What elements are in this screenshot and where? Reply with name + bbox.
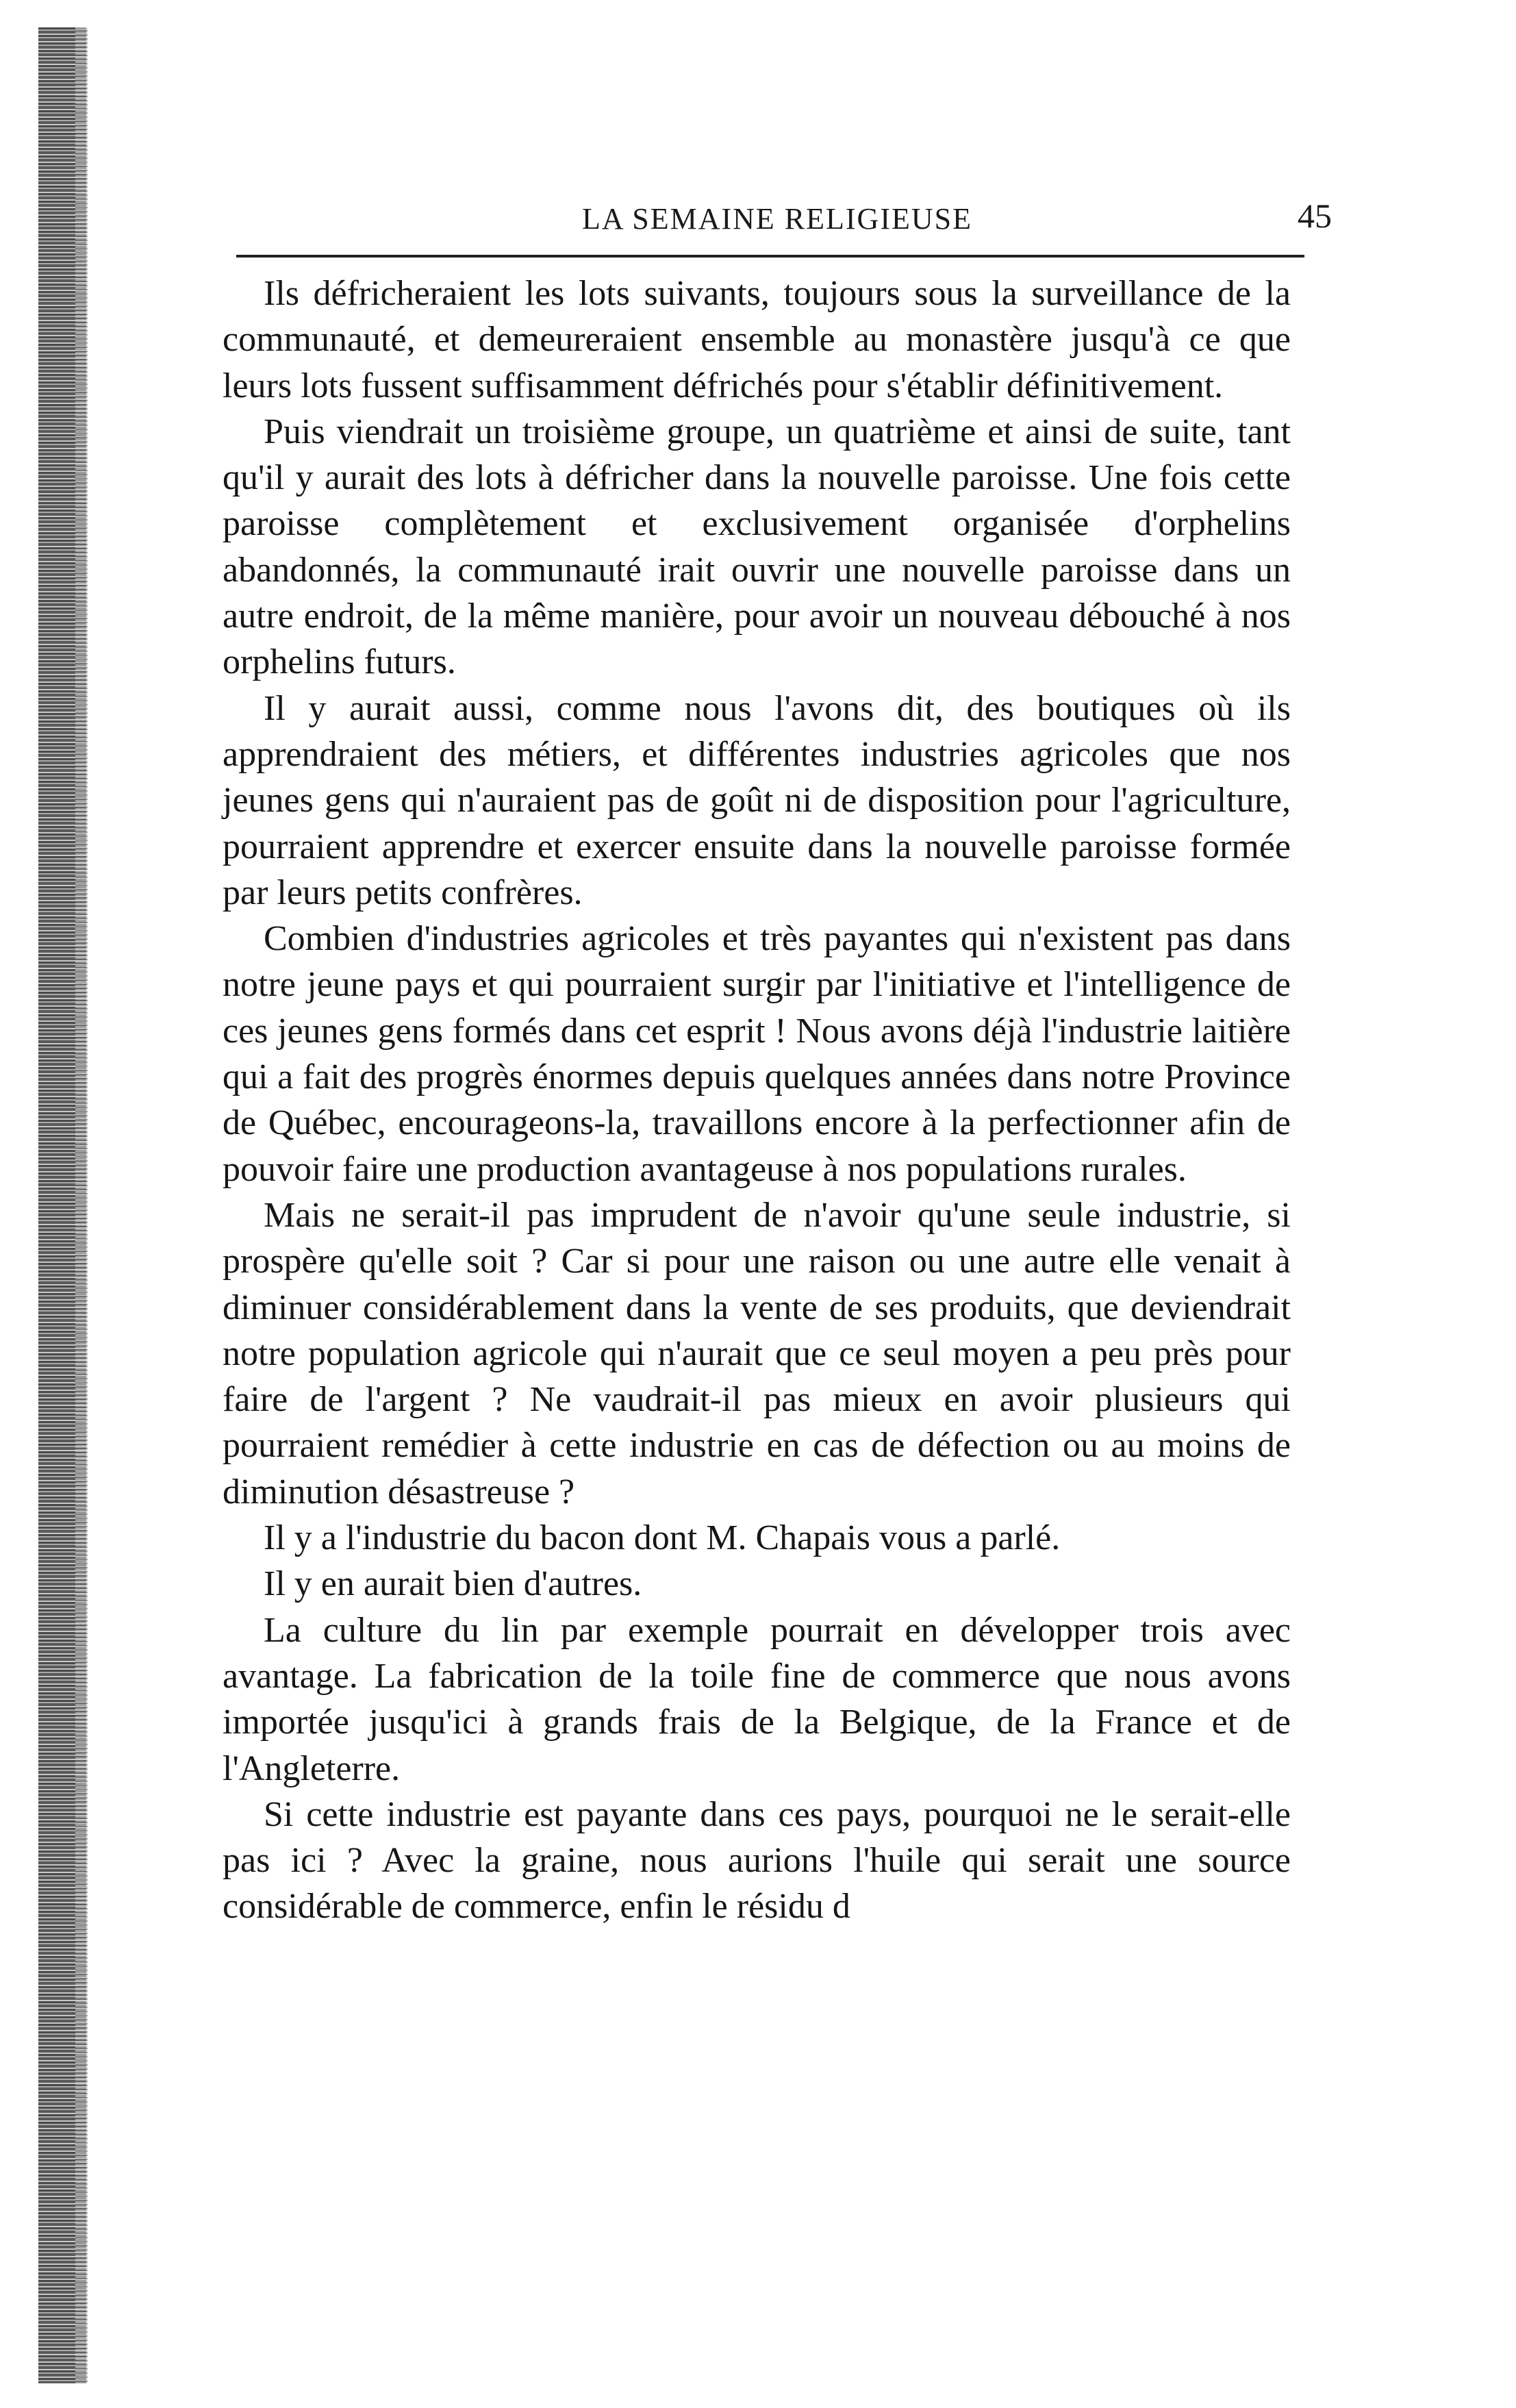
paragraph: Il y aurait aussi, comme nous l'avons dit, des boutiques où ils apprendraient des métiers, et différentes industries agricoles que nos jeunes gens qui n'auraient pas de goût ni de disposition pour l'agriculture, pourraient apprendre et exercer ensuite dans la nouvelle paroisse formée par leurs petits confrères.	[223, 688, 1291, 912]
body-text	[223, 271, 1291, 1930]
paragraph: Il y a l'industrie du bacon dont M. Chapais vous a parlé.	[264, 1518, 1061, 1558]
binding-inner-shadow	[75, 27, 88, 2383]
running-title: LA SEMAINE RELIGIEUSE	[582, 202, 972, 236]
header-rule	[236, 255, 1304, 258]
paragraph: La culture du lin par exemple pourrait en développer trois avec avantage. La fabrication de la toile fine de commerce que nous avons importée jusqu'ici à grands frais de la Belgique, de la France et de l'Angleterre.	[223, 1610, 1291, 1788]
paragraph: Mais ne serait-il pas imprudent de n'avoir qu'une seule industrie, si prospère qu'elle soit ? Car si pour une raison ou une autre elle venait à diminuer considérablement dans la vente de ses produits, que deviendrait notre population agricole qui n'aurait que ce seul moyen a peu près pour faire de l'argent ? Ne vaudrait-il pas mieux en avoir plusieurs qui pourraient remédier à cette industrie en cas de défection ou au moins de diminution désastreuse ?	[223, 1195, 1291, 1512]
paragraph: Combien d'industries agricoles et très payantes qui n'existent pas dans notre jeune pays et qui pourraient surgir par l'initiative et l'intelligence de ces jeunes gens formés dans cet esprit ! Nous avons déjà l'industrie laitière qui a fait des progrès énormes depuis quelques années dans notre Province de Québec, encourageons-la, travaillons encore à la perfectionner afin de pouvoir faire une production avantageuse à nos populations rurales.	[223, 919, 1291, 1189]
page-number: 45	[1298, 197, 1332, 235]
paragraph: Si cette industrie est payante dans ces pays, pourquoi ne le serait-elle pas ici ? Avec la graine, nous aurions l'huile qui serait une source considérable de commerce, enfin le résidu d	[223, 1794, 1291, 1927]
running-header	[236, 192, 1332, 247]
paragraph: Puis viendrait un troisième groupe, un quatrième et ainsi de suite, tant qu'il y aurait des lots à défricher dans la nouvelle paroisse. Une fois cette paroisse complètement et exclusivement organisée d'orphelins abandonnés, la communauté irait ouvrir une nouvelle paroisse dans un autre endroit, de la même manière, pour avoir un nouveau débouché à nos orphelins futurs.	[223, 412, 1291, 682]
paragraph: Ils défricheraient les lots suivants, toujours sous la surveillance de la communauté, et demeureraient ensemble au monastère jusqu'à ce que leurs lots fussent suffisamment défrichés pour s'établir définitivement.	[223, 274, 1291, 405]
paragraph: Il y en aurait bien d'autres.	[264, 1564, 642, 1604]
